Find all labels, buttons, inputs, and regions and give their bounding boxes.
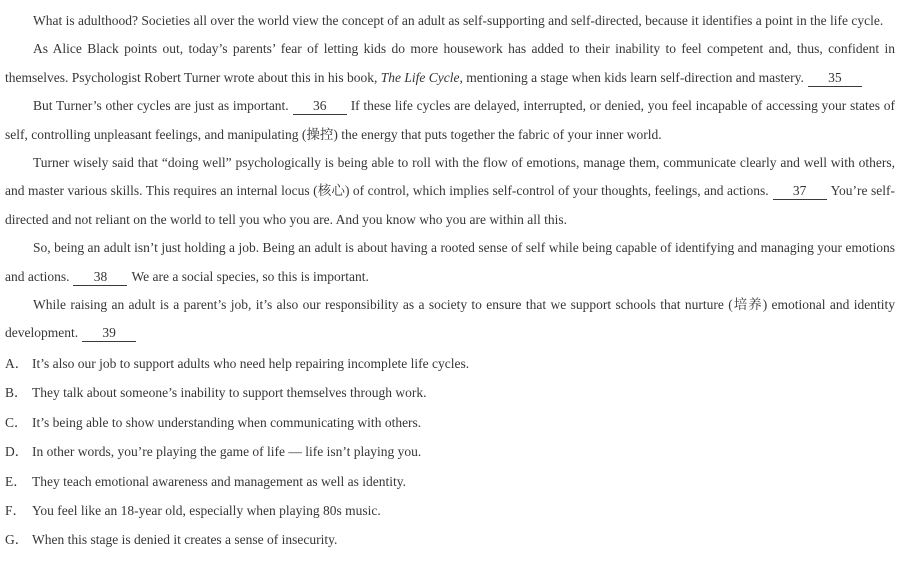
paragraph-text: As Alice Black points out, today’s parents’ fear of letting kids do more housework has added to their inability to feel competent and, thus, confident in themselves. Psychologist Robert Turner wrote about this in his book, xyxy=(5,41,895,85)
option-b xyxy=(5,378,895,407)
option-f xyxy=(5,496,895,525)
option-d xyxy=(5,437,895,466)
option-c xyxy=(5,408,895,437)
reading-passage xyxy=(5,7,895,348)
book-title: The Life Cycle xyxy=(380,69,460,85)
option-text: They talk about someone’s inability to support themselves through work. xyxy=(32,385,427,401)
paragraph-text: We are a social species, so this is important. xyxy=(131,268,369,284)
paragraph-text: What is adulthood? Societies all over the world view the concept of an adult as self-supporting and self-directed, because it identifies a point in the life cycle. xyxy=(33,13,884,28)
question-blank-39: 39 xyxy=(82,325,136,342)
paragraph-text: , mentioning a stage when kids learn self-direction and mastery. xyxy=(459,69,804,85)
option-text: It’s also our job to support adults who need help repairing incomplete life cycles. xyxy=(32,355,470,371)
option-e xyxy=(5,467,895,496)
option-letter: B． xyxy=(5,385,28,401)
option-letter: A． xyxy=(5,355,29,371)
option-g xyxy=(5,525,895,554)
option-text: It’s being able to show understanding when communicating with others. xyxy=(32,414,422,430)
passage-paragraph-1 xyxy=(5,7,895,35)
option-letter: E． xyxy=(5,473,27,489)
paragraph-text: Turner wisely said that “doing well” psychologically is being able to roll with the flow of emotions, manage them, communicate clearly and well with others, and master various skills. This requires an internal locus (核心) of control, which implies self-control of your thoughts, feelings, and actions. xyxy=(5,155,895,199)
option-letter: G． xyxy=(5,532,29,548)
question-blank-36: 36 xyxy=(293,98,347,115)
option-text: They teach emotional awareness and management as well as identity. xyxy=(32,473,406,489)
question-blank-37: 37 xyxy=(773,183,827,200)
option-text: You feel like an 18-year old, especially when playing 80s music. xyxy=(32,502,381,518)
paragraph-text: So, being an adult isn’t just holding a job. Being an adult is about having a rooted sense of self while being capable of identifying and managing your emotions and actions. xyxy=(5,240,895,284)
passage-paragraph-5 xyxy=(5,234,895,291)
option-text: When this stage is denied it creates a sense of insecurity. xyxy=(32,532,338,548)
option-letter: C． xyxy=(5,414,28,430)
answer-options-list xyxy=(5,349,895,555)
option-a xyxy=(5,349,895,378)
passage-paragraph-2 xyxy=(5,35,895,92)
paragraph-text: You’re self-directed and not reliant on the world to tell you who you are. And you know who you are within all this. xyxy=(5,183,895,227)
question-blank-38: 38 xyxy=(73,269,127,286)
question-blank-35: 35 xyxy=(808,70,862,87)
passage-paragraph-3 xyxy=(5,92,895,149)
option-text: In other words, you’re playing the game of life — life isn’t playing you. xyxy=(32,444,422,460)
paragraph-text: But Turner’s other cycles are just as important. xyxy=(33,98,289,114)
paragraph-text: While raising an adult is a parent’s job, it’s also our responsibility as a society to ensure that we support schools that nurture (培养) emotional and identity development. xyxy=(5,297,895,341)
passage-paragraph-4 xyxy=(5,149,895,234)
option-letter: F． xyxy=(5,502,27,518)
passage-paragraph-6 xyxy=(5,291,895,348)
paragraph-text: If these life cycles are delayed, interrupted, or denied, you feel incapable of accessing your states of self, controlling unpleasant feelings, and manipulating (操控) the energy that puts together the fabric of your inner world. xyxy=(5,98,895,142)
option-letter: D． xyxy=(5,444,29,460)
